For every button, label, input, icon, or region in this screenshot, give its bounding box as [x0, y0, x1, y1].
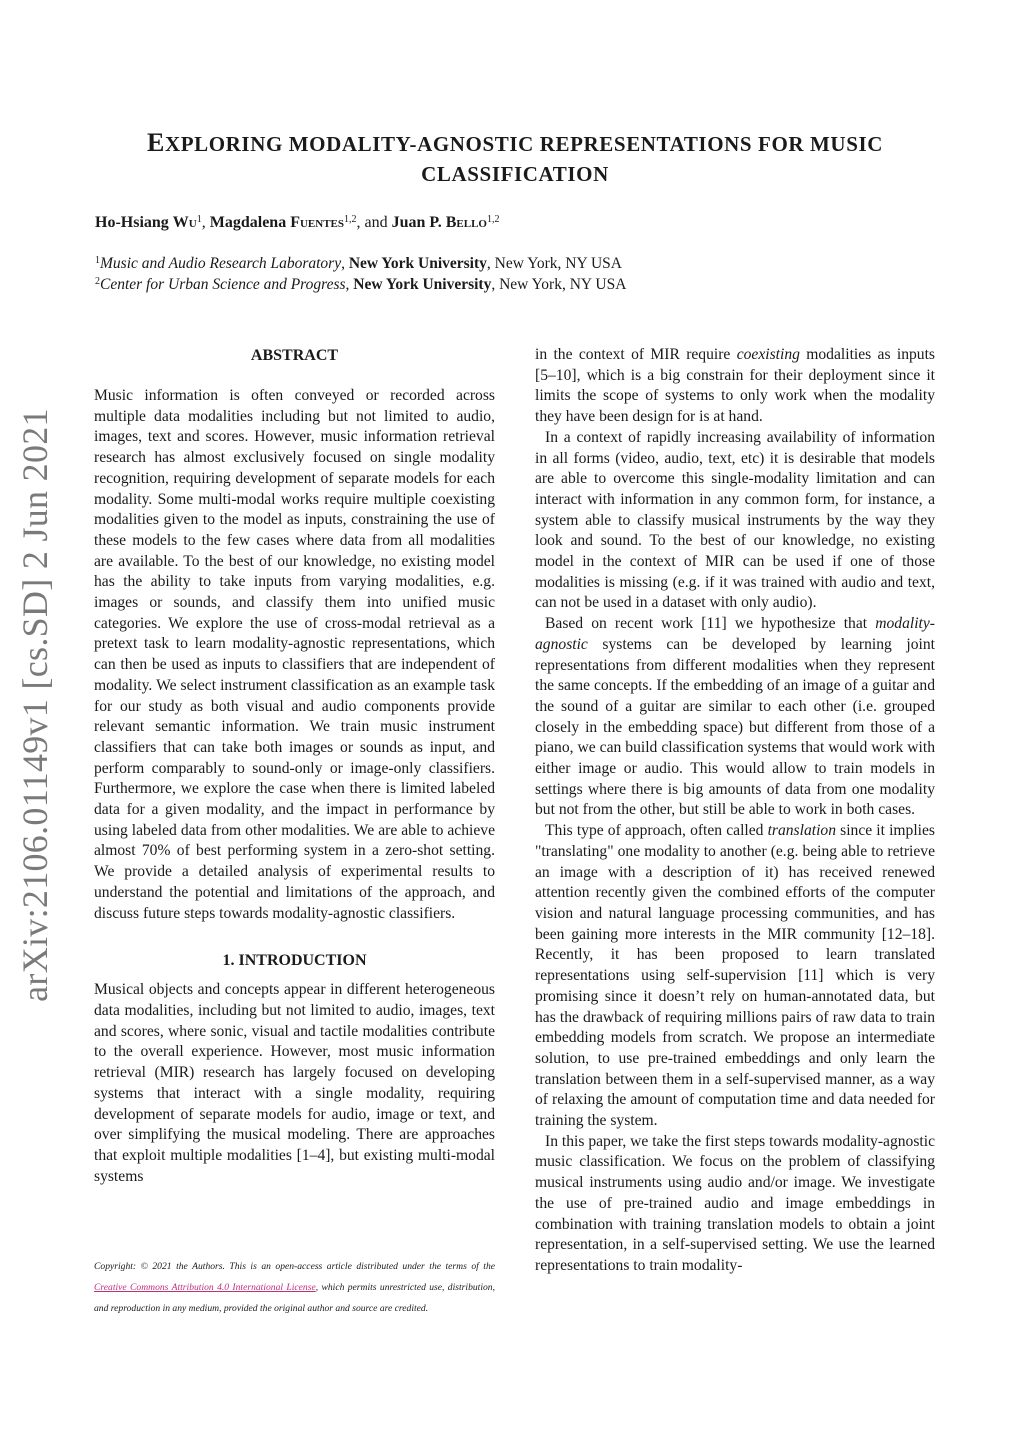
title-initial: E: [146, 128, 165, 157]
copyright-text: Copyright: © 2021 the Authors. This is an open-access article distributed under the terms of the: [94, 1261, 495, 1272]
paper-title: [100, 128, 930, 189]
copyright-notice: [94, 1256, 495, 1319]
right-paragraph-4: This type of approach, often called translation since it implies "translating" one modality to another (e.g. being able to retrieve an image with a description of it) has received renewed attention recently given the combined efforts of the computer vision and natural language processing communities, and has been gaining more interests in the MIR community [12–18]. Recently, it has been proposed to learn translated representations using self-supervision [11] which is very promising since it doesn’t rely on human-annotated data, but has the drawback of requiring millions pairs of raw data to train embedding models from scratch. We propose an intermediate solution, to use pre-trained embeddings and only learn the translation between them in a self-supervised manner, as a way of relaxing the amount of computation time and data needed for training the system.: [535, 822, 935, 1130]
right-paragraph-5: In this paper, we take the first steps towards modality-agnostic music classification. We focus on the problem of classifying musical instruments using audio and/or image. We investigate the use of pre-trained audio and image embeddings in combination with training translation models to obtain a joint representation, in a self-supervised setting. We use the learned representations to train modality-: [535, 1132, 935, 1274]
affiliations: [95, 253, 955, 295]
right-paragraph-1: in the context of MIR require coexisting modalities as inputs [5–10], which is a big constrain for their deployment since it limits the scope of systems to only work when the modality they have been design for is at hand.: [535, 346, 935, 426]
right-column: [535, 345, 935, 1277]
author-2: Magdalena Fuentes: [209, 214, 344, 231]
author-2-affil: 1,2: [344, 214, 357, 225]
author-conjunction: , and: [356, 214, 392, 231]
arxiv-identifier: arXiv:2106.01149v1 [cs.SD] 2 Jun 2021: [15, 408, 55, 1002]
author-1-affil: 1: [196, 214, 202, 225]
author-list: Ho-Hsiang Wu$^1$, Magdalena Fuentes$^{1,2}$, and Juan P. Bello$^{1,2}$: [95, 214, 500, 231]
title-line-1: XPLORING MODALITY-AGNOSTIC REPRESENTATIONS FOR MUSIC: [164, 132, 884, 156]
copyright-text-end: , which permits unrestricted use, distribution, and reproduction in any medium, provided the original author and source are credited.: [94, 1282, 495, 1314]
right-paragraph-2: In a context of rapidly increasing availability of information in all forms (video, audio, text, etc) it is desirable that models are able to overcome this single-modality limitation and can interact with information in any common form, for instance, a system able to classify musical instruments by the way they look and sound. To the best of our knowledge, no existing model in the context of MIR can be used if one of those modalities is missing (e.g. if it was trained with audio and text, can not be used in a dataset with only audio).: [535, 428, 935, 612]
right-paragraph-3: Based on recent work [11] we hypothesize that modality-agnostic systems can be developed by learning joint representations from different modalities when they represent the same concepts. If the embedding of an image of a guitar and the sound of a guitar are similar to each other (i.e. grouped closely in the embedding space) but different from those of a piano, we can build classification systems that would work with either image or audio. This would allow to train models in settings where there is big amounts of data from one modality but not from the other, but still be able to work in both cases.: [535, 615, 935, 819]
affiliation-1: $^1$Music and Audio Research Laboratory, New York University, New York, NY USA: [95, 255, 622, 272]
title-line-2: CLASSIFICATION: [421, 162, 609, 186]
abstract-text: Music information is often conveyed or recorded across multiple data modalities including but not limited to audio, images, text and scores. However, music information retrieval research has almost exclusively focused on single modality recognition, requiring development of separate models for each modality. Some multi-modal works require multiple coexisting modalities given to the model as inputs, constraining the use of these models to the few cases where data from all modalities are available. To the best of our knowledge, no existing model has the ability to take inputs from varying modalities, e.g. images or sounds, and classify them into unified music categories. We explore the use of cross-modal retrieval as a pretext task to learn modality-agnostic representations, which can then be used as inputs to classifiers that are independent of modality. We select instrument classification as an example task for our study as both visual and audio components provide relevant semantic information. We train music instrument classifiers that can take both images or sounds as input, and perform comparably to sound-only or image-only classifiers. Furthermore, we explore the case when there is limited labeled data for a given modality, and the impact in performance by using labeled data from other modalities. We are able to achieve almost 70% of best performing system in a zero-shot setting. We provide a detailed analysis of experimental results to understand the potential and limitations of the approach, and discuss future steps towards modality-agnostic classifiers.: [94, 387, 495, 922]
author-3: Juan P. Bello: [391, 214, 487, 231]
affiliation-2: $^2$Center for Urban Science and Progress, New York University, New York, NY USA: [95, 276, 627, 293]
intro-paragraph-1: Musical objects and concepts appear in different heterogeneous data modalities, including but not limited to audio, images, text and scores, where sonic, visual and tactile modalities contribute to the overall experience. However, most music information retrieval (MIR) research has largely focused on developing systems that interact with a single modality, requiring development of separate models for audio, image or text, and over simplifying the musical modeling. There are approaches that exploit multiple modalities [1–4], but existing multi-modal systems: [94, 981, 495, 1185]
introduction-heading: 1. INTRODUCTION: [222, 952, 367, 970]
license-link[interactable]: Creative Commons Attribution 4.0 International License: [94, 1282, 316, 1293]
author-1: Ho-Hsiang Wu: [95, 214, 197, 231]
left-column: [94, 345, 495, 1187]
author-3-affil: 1,2: [486, 214, 500, 225]
abstract-heading: ABSTRACT: [250, 347, 339, 364]
